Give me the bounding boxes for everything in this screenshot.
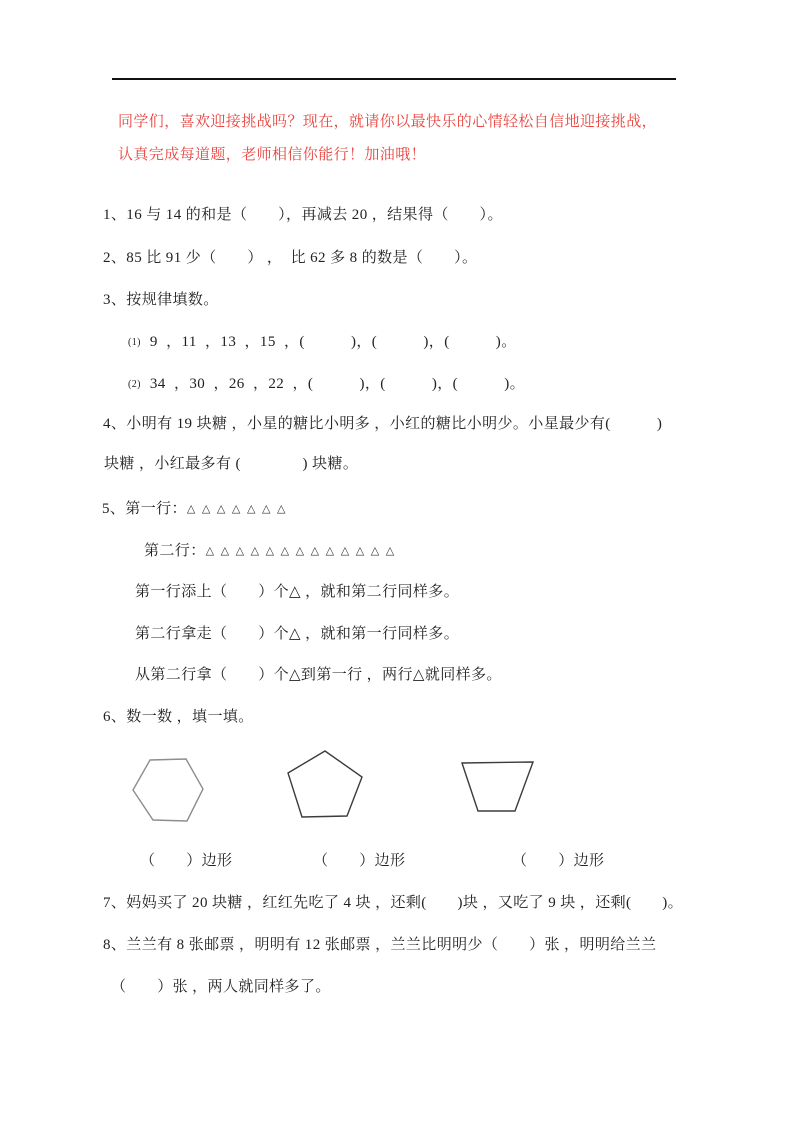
- question-2: 2、85 比 91 少（ ） ， 比 62 多 8 的数是（ ）。: [103, 250, 478, 266]
- header-rule: [112, 78, 676, 80]
- item-marker: (1): [128, 337, 141, 348]
- item-text: 9 ，11 ，13 ，15 ，( )，( )，( )。: [149, 334, 517, 350]
- intro-line-2: 认真完成每道题，老师相信你能行！加油哦！: [118, 147, 427, 163]
- shape-label-hexagon: （ ）边形: [140, 853, 233, 869]
- item-text: 34 ，30 ，26 ，22 ，( )，( )，( )。: [149, 376, 526, 392]
- question-4-line-2: 块糖 ，小红最多有 ( ) 块糖。: [104, 456, 359, 472]
- triangle-row-second: △ △ △ △ △ △ △ △ △ △ △ △ △: [205, 545, 395, 557]
- row-label: 5、第一行：: [102, 501, 187, 517]
- question-8-line-1: 8、兰兰有 8 张邮票 ，明明有 12 张邮票 ，兰兰比明明少（ ）张 ，明明给兰兰: [103, 937, 657, 953]
- question-5-line-b: 第二行拿走（ ）个△ ，就和第一行同样多。: [135, 626, 460, 642]
- shape-label-pentagon: （ ）边形: [313, 853, 406, 869]
- question-5-line-a: 第一行添上（ ）个△ ，就和第二行同样多。: [135, 584, 460, 600]
- triangle-row-first: △ △ △ △ △ △ △: [186, 503, 286, 515]
- hexagon-shape: [133, 759, 203, 821]
- pentagon-shape: [288, 751, 362, 817]
- row-label: 第二行：: [144, 543, 206, 559]
- question-1: 1、16 与 14 的和是（ ），再减去 20 ，结果得（ ）。: [103, 207, 503, 223]
- question-8-line-2: （ ）张 ，两人就同样多了。: [111, 979, 331, 995]
- intro-line-1: 同学们，喜欢迎接挑战吗？现在，就请你以最快乐的心情轻松自信地迎接挑战，: [118, 114, 658, 130]
- question-7: 7、妈妈买了 20 块糖 ，红红先吃了 4 块 ，还剩( )块 ，又吃了 9 块 ，还剩( )。: [103, 895, 683, 911]
- trapezoid-shape: [462, 762, 533, 811]
- question-3-item-2: [128, 374, 525, 395]
- question-5-row-2: [144, 541, 395, 561]
- item-marker: (2): [128, 379, 141, 390]
- question-5-line-c: 从第二行拿（ ）个△到第一行 ，两行△就同样多。: [135, 667, 502, 683]
- shape-label-trapezoid: （ ）边形: [512, 853, 605, 869]
- question-6-title: 6、数一数 ，填一填。: [103, 709, 254, 725]
- question-4-line-1: 4、小明有 19 块糖 ，小星的糖比小明多 ，小红的糖比小明少。小星最少有( ): [103, 416, 663, 432]
- question-5-row-1: [102, 499, 286, 519]
- question-3-item-1: [128, 332, 517, 353]
- question-3-title: 3、按规律填数。: [103, 292, 219, 308]
